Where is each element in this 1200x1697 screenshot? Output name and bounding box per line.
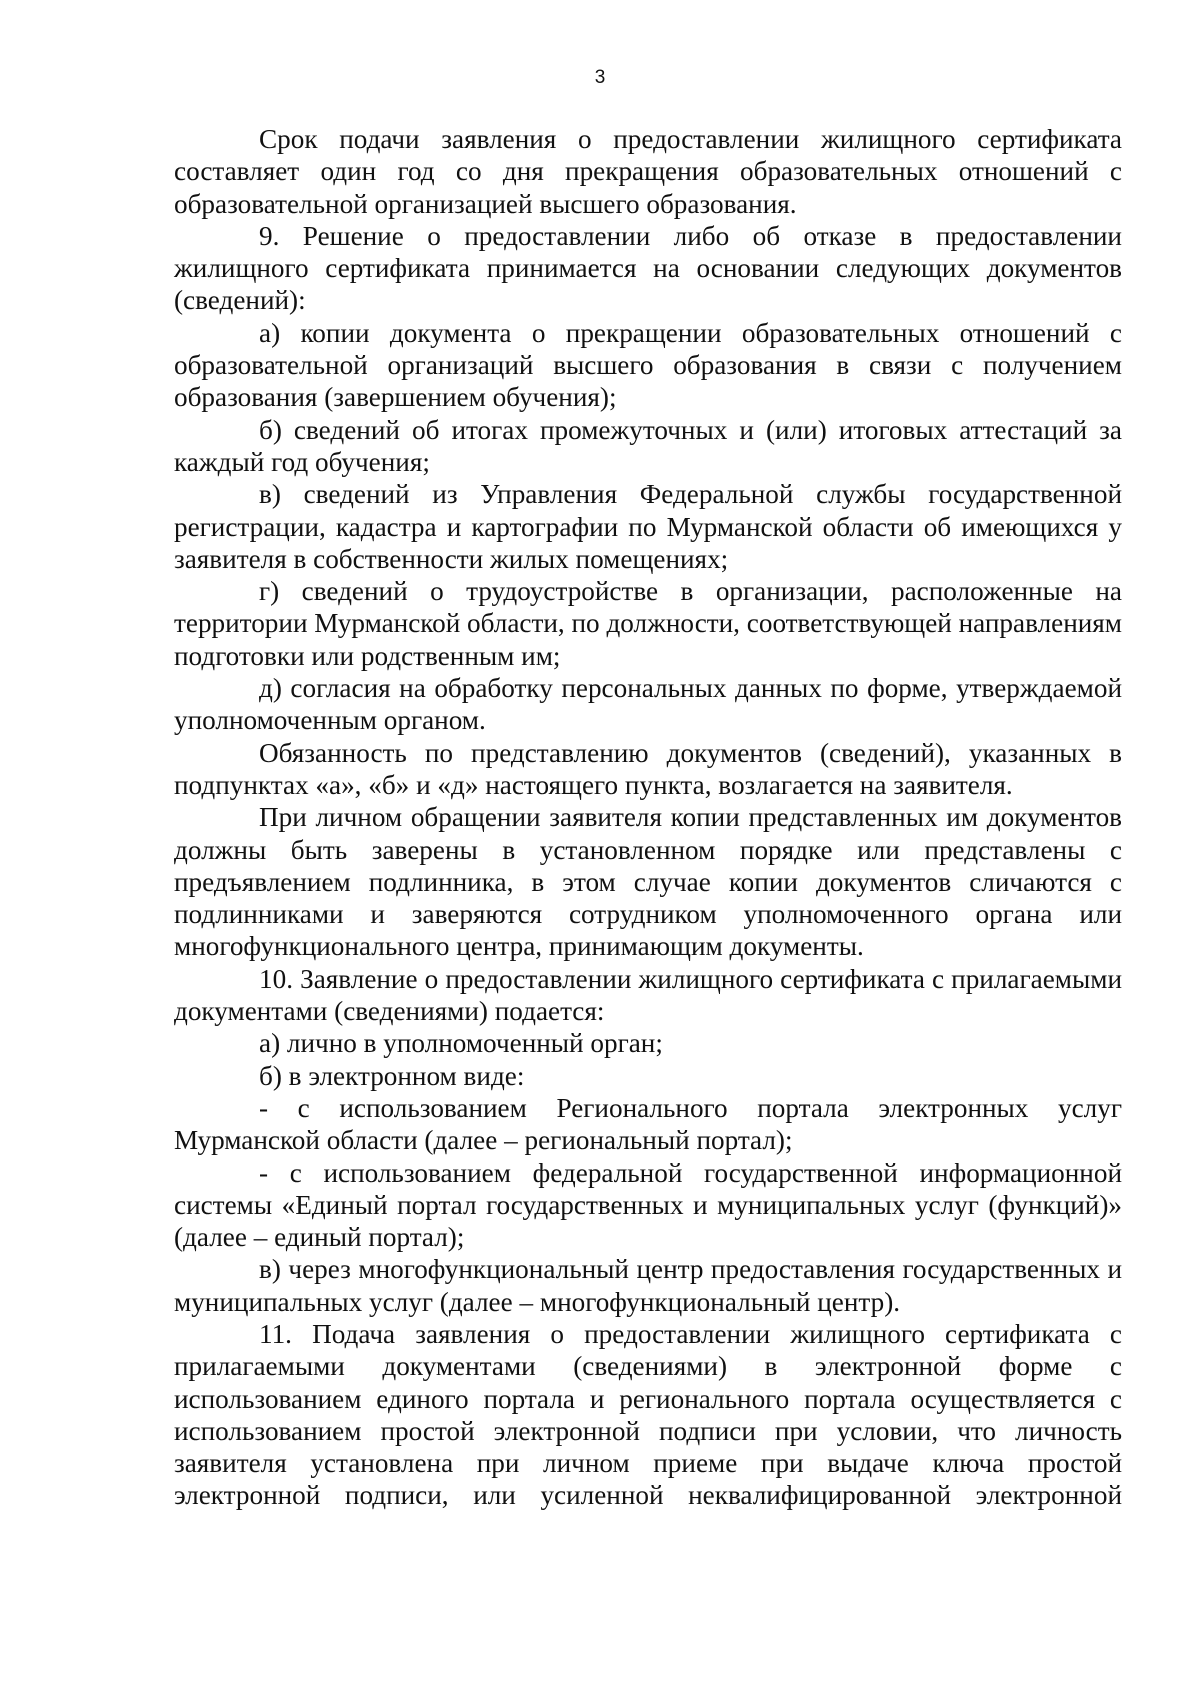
page-number: 3: [594, 67, 606, 88]
list-item-9v: в) сведений из Управления Федеральной службы государственной регистрации, кадастра и картографии по Мурманской области об имеющихся у заявителя в собственности жилых помещениях;: [174, 479, 1122, 574]
paragraph-item-11: 11. Подача заявления о предоставлении жилищного сертификата с прилагаемыми документами (сведениями) в электронной форме с использованием единого портала и регионального портала осуществляется с использованием простой электронной подписи при условии, что личность заявителя установлена при личном приеме при выдаче ключа простой электронной подписи, или усиленной неквалифицированной электронной: [174, 1318, 1122, 1511]
paragraph-item-10: 10. Заявление о предоставлении жилищного сертификата с прилагаемыми документами (сведениями) подается:: [174, 963, 1122, 1027]
list-item-10b: б) в электронном виде:: [259, 1060, 525, 1091]
list-item-9a: а) копии документа о прекращении образовательных отношений с образовательной организаций высшего образования в связи с получением образования (завершением обучения);: [174, 317, 1122, 413]
document-body: [174, 123, 1122, 1512]
list-item-9d: д) согласия на обработку персональных данных по форме, утверждаемой уполномоченным органом.: [174, 673, 1122, 736]
list-item-9b: б) сведений об итогах промежуточных и (или) итоговых аттестаций за каждый год обучения;: [174, 414, 1122, 477]
paragraph-personal-appeal: При личном обращении заявителя копии представленных им документов должны быть заверены в установленном порядке или представлены с предъявлением подлинника, в этом случае копии документов сличаются с подлинниками и заверяются сотрудником уполномоченного органа или многофункционального центра, принимающим документы.: [174, 802, 1122, 962]
paragraph-item-9: 9. Решение о предоставлении либо об отказе в предоставлении жилищного сертификата принимается на основании следующих документов (сведений):: [174, 220, 1122, 316]
paragraph-application-deadline: Срок подачи заявления о предоставлении жилищного сертификата составляет один год со дня прекращения образовательных отношений с образовательной организацией высшего образования.: [174, 124, 1122, 219]
list-item-10b-regional-portal: - с использованием Регионального портала электронных услуг Мурманской области (далее – региональный портал);: [174, 1092, 1122, 1156]
paragraph-obligation: Обязанность по представлению документов (сведений), указанных в подпунктах «а», «б» и «д» настоящего пункта, возлагается на заявителя.: [174, 737, 1122, 800]
list-item-10a: а) лично в уполномоченный орган;: [259, 1028, 663, 1059]
list-item-10v: в) через многофункциональный центр предоставления государственных и муниципальных услуг (далее – многофункциональный центр).: [174, 1254, 1122, 1317]
list-item-9g: г) сведений о трудоустройстве в организации, расположенные на территории Мурманской области, по должности, соответствующей направлениям подготовки или родственным им;: [174, 576, 1123, 671]
list-item-10b-unified-portal: - с использованием федеральной государственной информационной системы «Единый портал государственных и муниципальных услуг (функций)» (далее – единый портал);: [174, 1157, 1122, 1253]
